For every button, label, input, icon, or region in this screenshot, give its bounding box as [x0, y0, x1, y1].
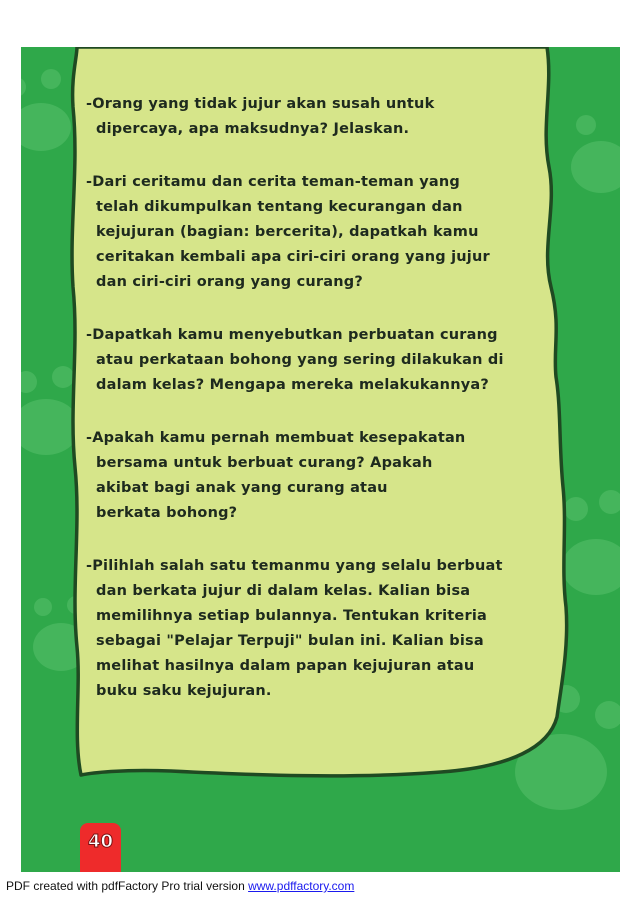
paw-print-icon — [21, 366, 80, 455]
question-line: dipercaya, apa maksudnya? Jelaskan. — [96, 121, 410, 137]
question-line: dan ciri-ciri orang yang curang? — [96, 274, 363, 290]
question-line: -Dari ceritamu dan cerita teman-teman yang — [86, 174, 460, 190]
question-line: dan berkata jujur di dalam kelas. Kalian bisa — [96, 583, 471, 599]
question-line: atau perkataan bohong yang sering dilakukan di — [96, 352, 504, 368]
question-line: melihat hasilnya dalam papan kejujuran atau — [96, 658, 475, 674]
question-item — [86, 554, 546, 704]
question-item — [86, 92, 546, 142]
pdf-footer — [6, 879, 354, 893]
question-line: buku saku kejujuran. — [96, 683, 272, 699]
page-number-tab — [80, 823, 121, 872]
page-number: 40 — [87, 831, 114, 852]
question-item — [86, 323, 546, 398]
paw-print-icon — [21, 69, 71, 151]
questions-list — [86, 92, 546, 732]
question-line: -Apakah kamu pernah membuat kesepakatan — [86, 430, 466, 446]
question-line: bersama untuk berbuat curang? Apakah — [96, 455, 433, 471]
question-line: akibat bagi anak yang curang atau — [96, 480, 388, 496]
question-line: -Orang yang tidak jujur akan susah untuk — [86, 96, 435, 112]
question-line: berkata bohong? — [96, 505, 238, 521]
question-item — [86, 170, 546, 295]
footer-text: PDF created with pdfFactory Pro trial version — [6, 879, 249, 893]
question-line: kejujuran (bagian: bercerita), dapatkah kamu — [96, 224, 479, 240]
paw-print-icon — [571, 115, 620, 193]
question-line: dalam kelas? Mengapa mereka melakukannya? — [96, 377, 489, 393]
question-line: sebagai "Pelajar Terpuji" bulan ini. Kalian bisa — [96, 633, 484, 649]
question-line: telah dikumpulkan tentang kecurangan dan — [96, 199, 463, 215]
question-item — [86, 426, 546, 526]
footer-link[interactable]: www.pdffactory.com — [248, 879, 355, 893]
paw-print-icon — [562, 490, 620, 595]
question-line: memilihnya setiap bulannya. Tentukan kriteria — [96, 608, 487, 624]
question-line: -Pilihlah salah satu temanmu yang selalu berbuat — [86, 558, 503, 574]
question-line: -Dapatkah kamu menyebutkan perbuatan curang — [86, 327, 498, 343]
question-line: ceritakan kembali apa ciri-ciri orang yang jujur — [96, 249, 490, 265]
